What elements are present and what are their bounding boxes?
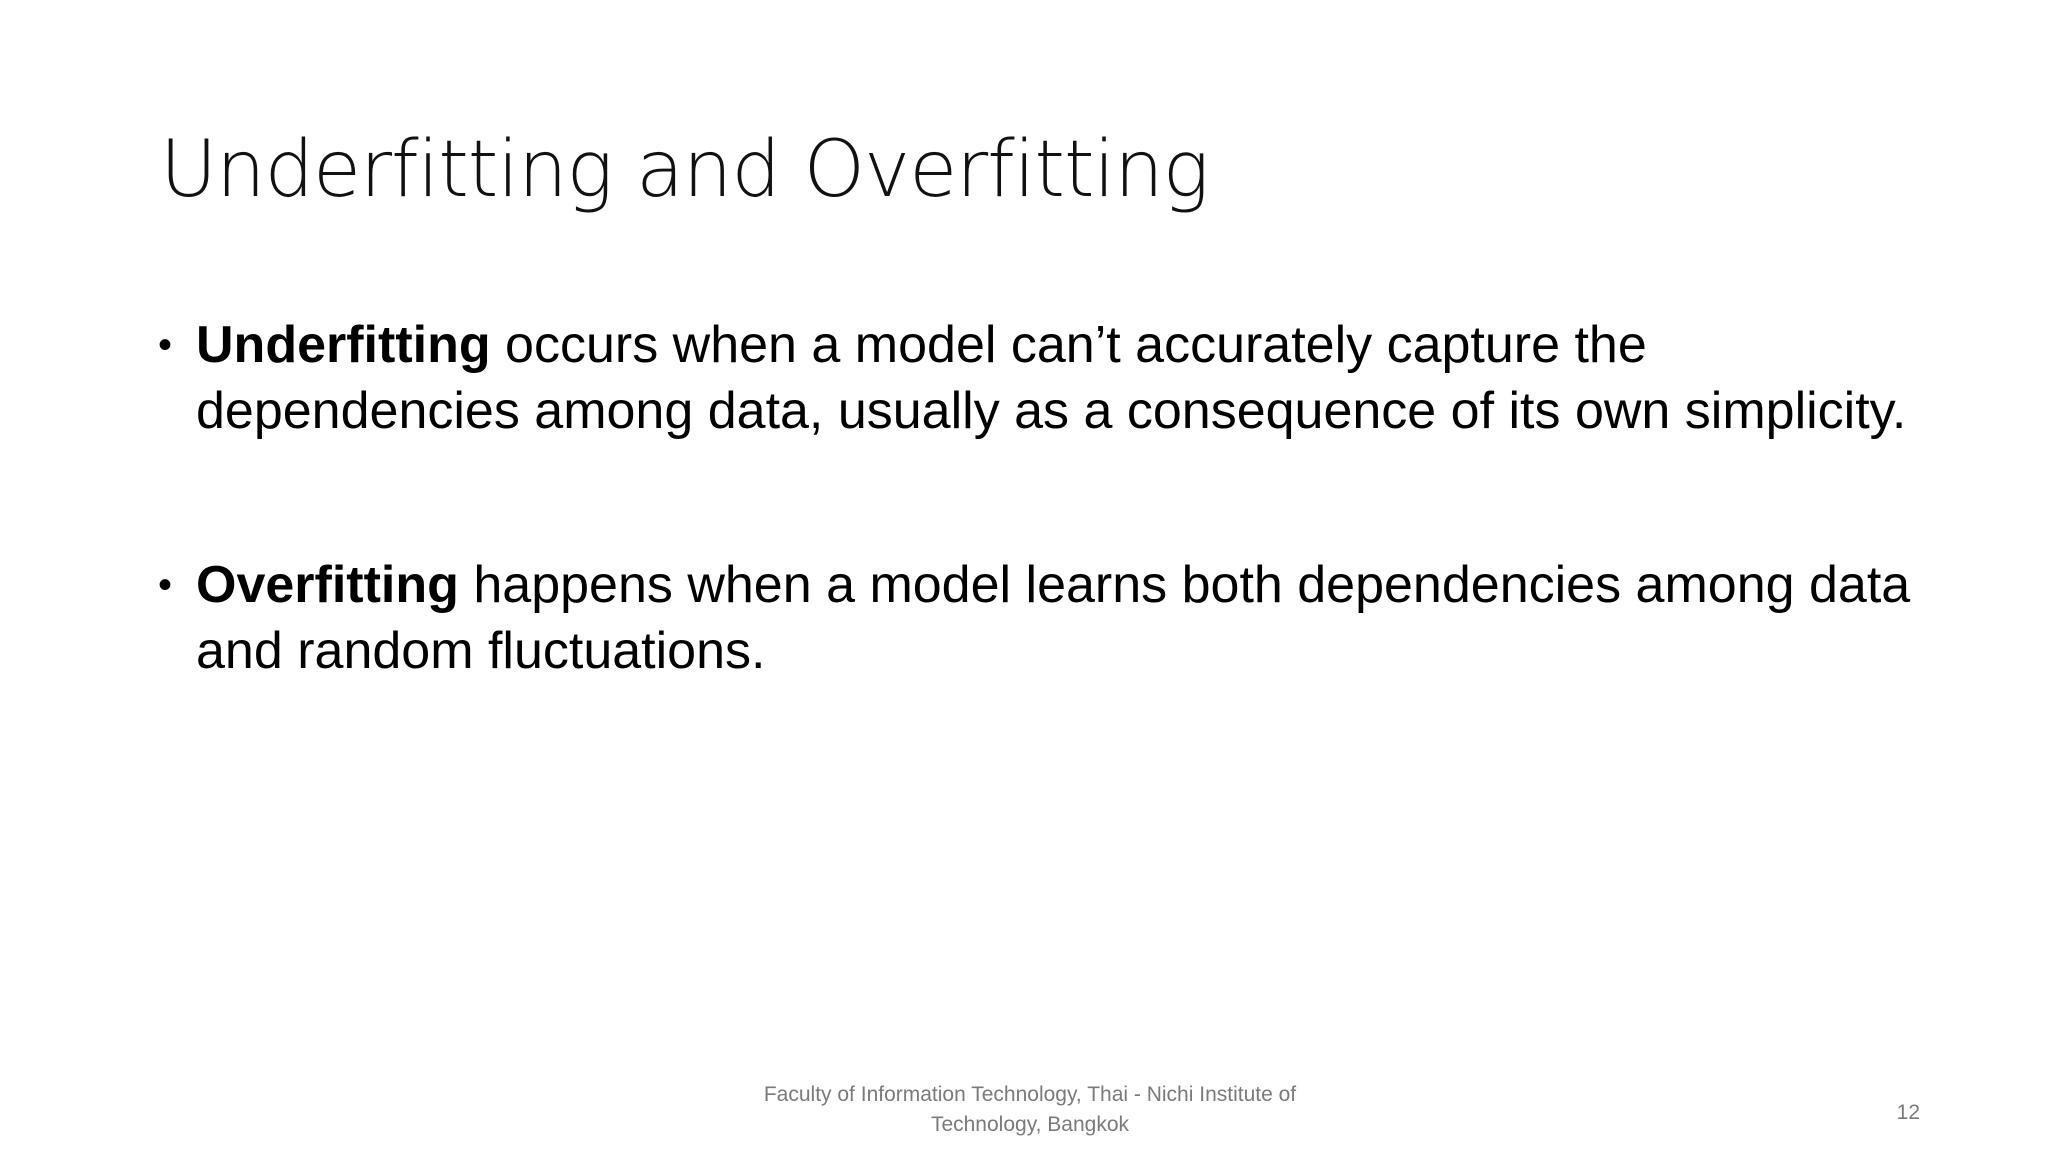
slide-footer: Faculty of Information Technology, Thai - Nichi Institute of Technology, Bangkok (763, 1083, 1297, 1136)
bullet-term: Underfitting (196, 316, 491, 374)
bullet-dot-icon: • (158, 563, 173, 607)
slide-title: Underfitting and Overfitting (160, 125, 1209, 215)
page-number: 12 (1896, 1101, 1920, 1124)
bullet-text: happens when a model learns both dependencies among data and random fluctuations. (196, 556, 1911, 680)
bullet-term: Overfitting (196, 556, 459, 614)
bullet-underfitting (158, 312, 1918, 444)
bullet-text: occurs when a model can’t accurately capture the dependencies among data, usually as a consequence of its own simplicity. (196, 316, 1907, 440)
bullet-list (158, 312, 1918, 684)
bullet-dot-icon: • (158, 323, 173, 367)
bullet-overfitting (158, 552, 1918, 684)
